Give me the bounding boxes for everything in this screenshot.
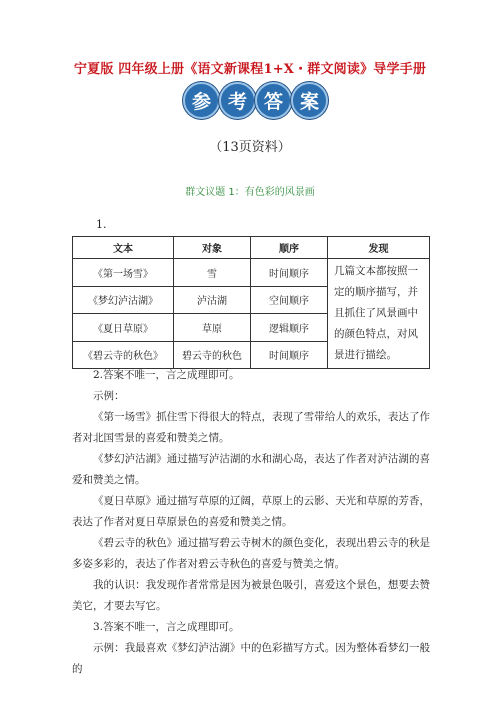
table-cell: 碧云寺的秋色 bbox=[174, 341, 251, 369]
column-header: 发现 bbox=[328, 237, 430, 259]
table-cell: 逻辑顺序 bbox=[251, 314, 328, 342]
example-paragraph: 《第一场雪》抓住雪下得很大的特点，表现了雪带给人的欢乐，表达了作者对北国雪景的喜爱和赞美之情。 bbox=[72, 411, 430, 444]
table-header-row bbox=[73, 237, 430, 259]
table-cell: 《第一场雪》 bbox=[73, 259, 174, 287]
example-paragraph: 《碧云寺的秋色》通过描写碧云寺树木的颜色变化，表现出碧云寺的秋是多姿多彩的，表达了作者对碧云寺秋色的喜爱与赞美之情。 bbox=[72, 537, 430, 570]
column-header: 对象 bbox=[174, 237, 251, 259]
table-cell: 草原 bbox=[174, 314, 251, 342]
column-header: 文本 bbox=[73, 237, 174, 259]
page-count-note: （13页资料） bbox=[209, 140, 291, 155]
badge-char: 考 bbox=[219, 82, 256, 119]
answer-table bbox=[72, 236, 430, 369]
table-cell: 时间顺序 bbox=[251, 259, 328, 287]
example-label: 示例： bbox=[93, 390, 125, 402]
table-cell: 《梦幻泸沽湖》 bbox=[73, 286, 174, 314]
answer-3-example: 示例：我最喜欢《梦幻泸沽湖》中的色彩描写方式。因为整体看梦幻一般的 bbox=[72, 642, 430, 675]
question-number: 1. bbox=[96, 218, 107, 231]
example-paragraph: 《梦幻泸沽湖》通过描写泸沽湖的水和湖心岛，表达了作者对泸沽湖的喜爱和赞美之情。 bbox=[72, 453, 430, 486]
topic-heading: 群文议题 1：有色彩的风景画 bbox=[185, 187, 315, 198]
answer-2-intro: 2.答案不唯一，言之成理即可。 bbox=[93, 369, 240, 381]
my-understanding-paragraph: 我的认识：我发现作者常常是因为被景色吸引，喜爱这个景色，想要去赞美它，才要去写它。 bbox=[72, 579, 430, 612]
answer-3-intro: 3.答案不唯一，言之成理即可。 bbox=[93, 621, 240, 633]
table-cell: 《碧云寺的秋色》 bbox=[73, 341, 174, 369]
table-row bbox=[73, 259, 430, 287]
example-paragraph: 《夏日草原》通过描写草原的辽阔，草原上的云影、天光和草原的芳香，表达了作者对夏日草原景色的喜爱和赞美之情。 bbox=[72, 495, 430, 528]
table-cell: 雪 bbox=[174, 259, 251, 287]
column-header: 顺序 bbox=[251, 237, 328, 259]
answer-badge-row bbox=[183, 82, 327, 119]
table-cell: 《夏日草原》 bbox=[73, 314, 174, 342]
document-title: 宁夏版 四年级上册《语文新课程1+X・群文阅读》导学手册 bbox=[73, 62, 427, 77]
discovery-cell: 几篇文本都按照一定的顺序描写，并且抓住了风景画中的颜色特点，对风景进行描绘。 bbox=[328, 259, 430, 369]
table-cell: 空间顺序 bbox=[251, 286, 328, 314]
table-cell: 时间顺序 bbox=[251, 341, 328, 369]
badge-char: 案 bbox=[291, 82, 328, 119]
badge-char: 答 bbox=[255, 82, 292, 119]
badge-char: 参 bbox=[183, 82, 220, 119]
table-cell: 泸沽湖 bbox=[174, 286, 251, 314]
